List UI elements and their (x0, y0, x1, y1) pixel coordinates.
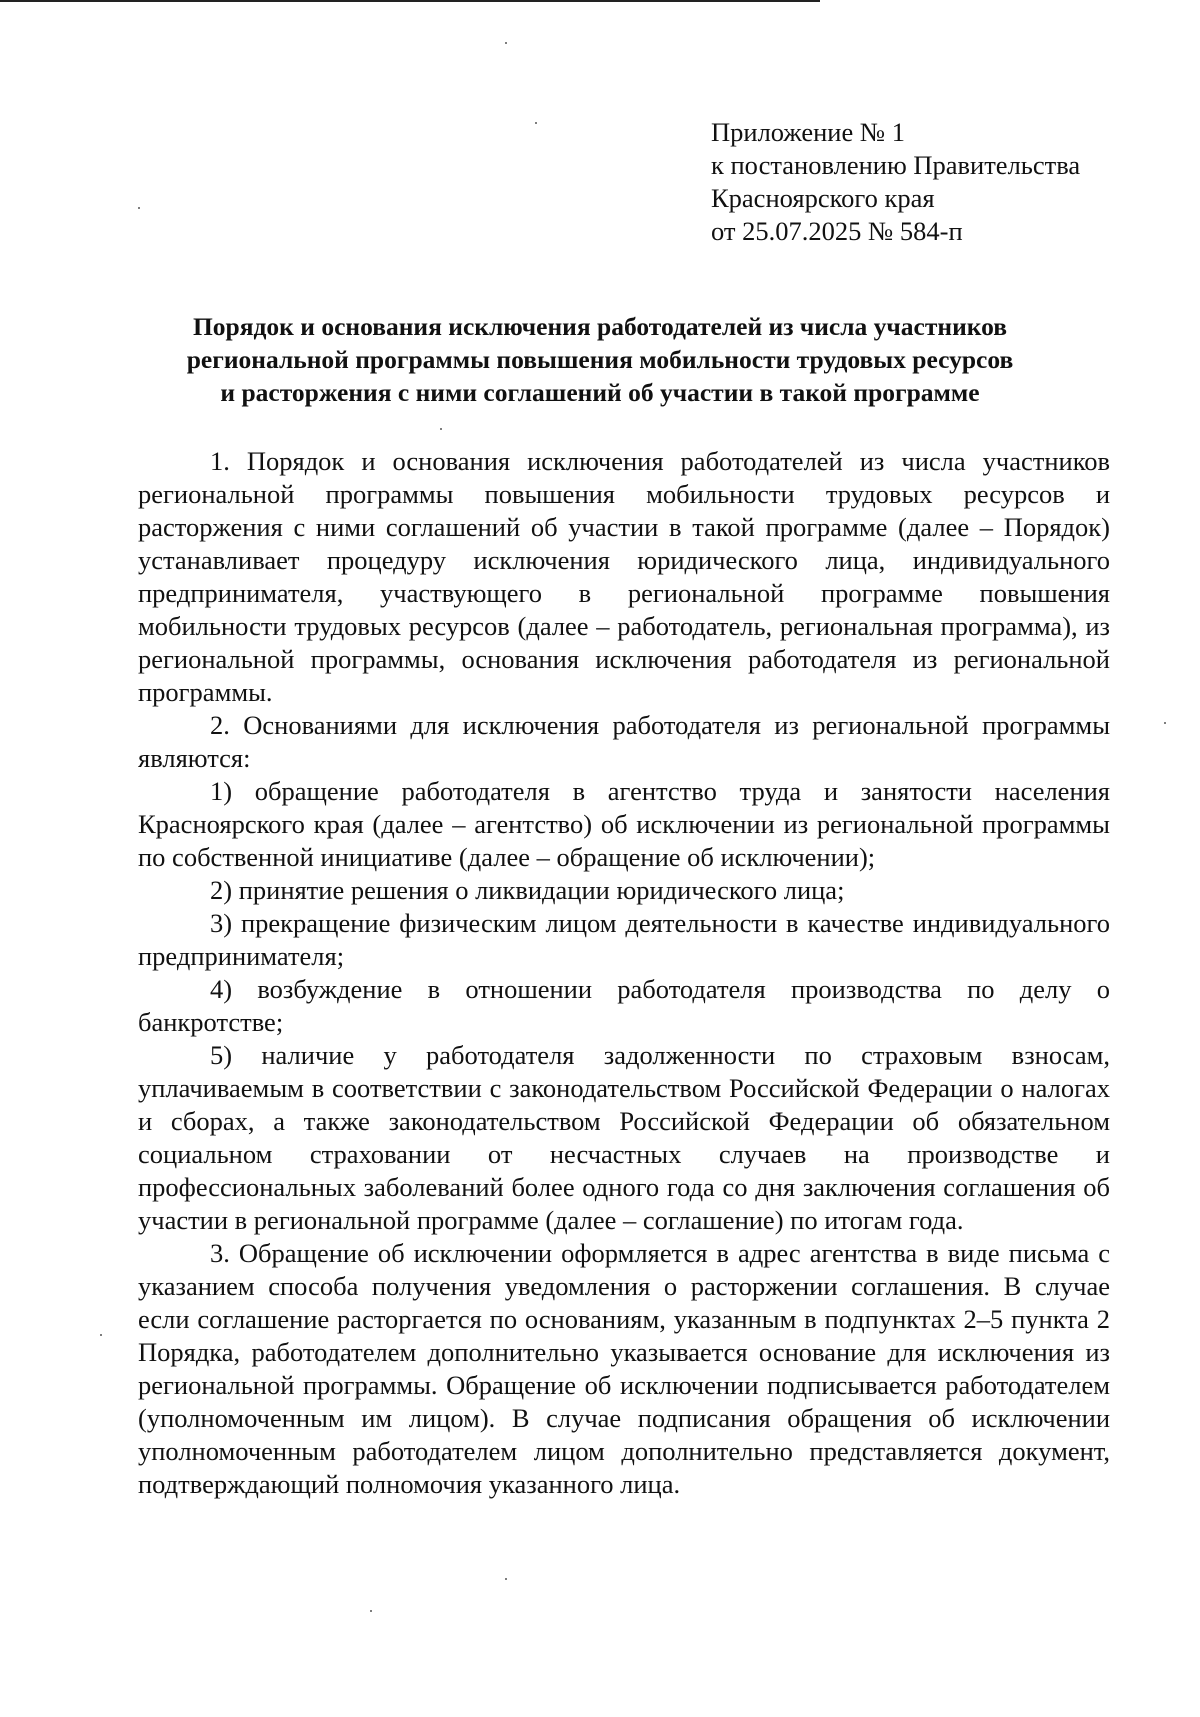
title-line: и расторжения с ними соглашений об участии в такой программе (220, 378, 980, 407)
scan-speck (440, 428, 442, 430)
scan-speck (370, 1610, 372, 1612)
scan-speck (100, 1334, 102, 1336)
document-body (138, 445, 1110, 1501)
paragraph-2: 2. Основаниями для исключения работодателя из региональной программы являются: (138, 710, 1110, 773)
scan-speck (1164, 722, 1166, 724)
scan-speck (505, 42, 507, 44)
appendix-line: к постановлению Правительства (711, 150, 1081, 180)
title-line: Порядок и основания исключения работодателей из числа участников (192, 312, 1008, 341)
appendix-line: от 25.07.2025 № 584-п (711, 216, 963, 246)
subitem-2: 2) принятие решения о ликвидации юридического лица; (210, 875, 845, 905)
subitem-5: 5) наличие у работодателя задолженности по страховым взносам, уплачиваемым в соответствии с законодательством Российской Федерации о налогах и сборах, а также законодательством Российской Федерации об обязательном социальном страховании от несчастных случаев на производстве и профессиональных заболеваний более одного года со дня заключения соглашения об участии в региональной программе (далее – соглашение) по итогам года. (138, 1040, 1110, 1235)
appendix-line: Красноярского края (711, 183, 935, 213)
subitem-3: 3) прекращение физическим лицом деятельности в качестве индивидуального предпринимателя; (138, 908, 1110, 971)
subitem-4: 4) возбуждение в отношении работодателя производства по делу о банкротстве; (138, 974, 1110, 1037)
scan-speck (505, 1578, 507, 1580)
scan-speck (138, 207, 140, 209)
paragraph-3: 3. Обращение об исключении оформляется в адрес агентства в виде письма с указанием способа получения уведомления о расторжении соглашения. В случае если соглашение расторгается по основаниям, указанным в подпунктах 2–5 пункта 2 Порядка, работодателем дополнительно указывается основание для исключения из региональной программы. Обращение об исключении подписывается работодателем (уполномоченным им лицом). В случае подписания обращения об исключении уполномоченным работодателем лицом дополнительно представляется документ, подтверждающий полномочия указанного лица. (138, 1238, 1110, 1499)
scan-top-edge-line (0, 0, 820, 2)
appendix-header (711, 116, 1080, 248)
title-line: региональной программы повышения мобильности трудовых ресурсов (186, 345, 1014, 374)
subitem-1: 1) обращение работодателя в агентство труда и занятости населения Красноярского края (далее – агентство) об исключении из региональной программы по собственной инициативе (далее – обращение об исключении); (138, 776, 1110, 872)
document-title (130, 310, 1070, 409)
paragraph-1: 1. Порядок и основания исключения работодателей из числа участников региональной программы повышения мобильности трудовых ресурсов и расторжения с ними соглашений об участии в такой программе (далее – Порядок) устанавливает процедуру исключения юридического лица, индивидуального предпринимателя, участвующего в региональной программе повышения мобильности трудовых ресурсов (далее – работодатель, региональная программа), из региональной программы, основания исключения работодателя из региональной программы. (138, 446, 1110, 707)
appendix-line: Приложение № 1 (711, 117, 906, 147)
scan-speck (535, 122, 537, 124)
